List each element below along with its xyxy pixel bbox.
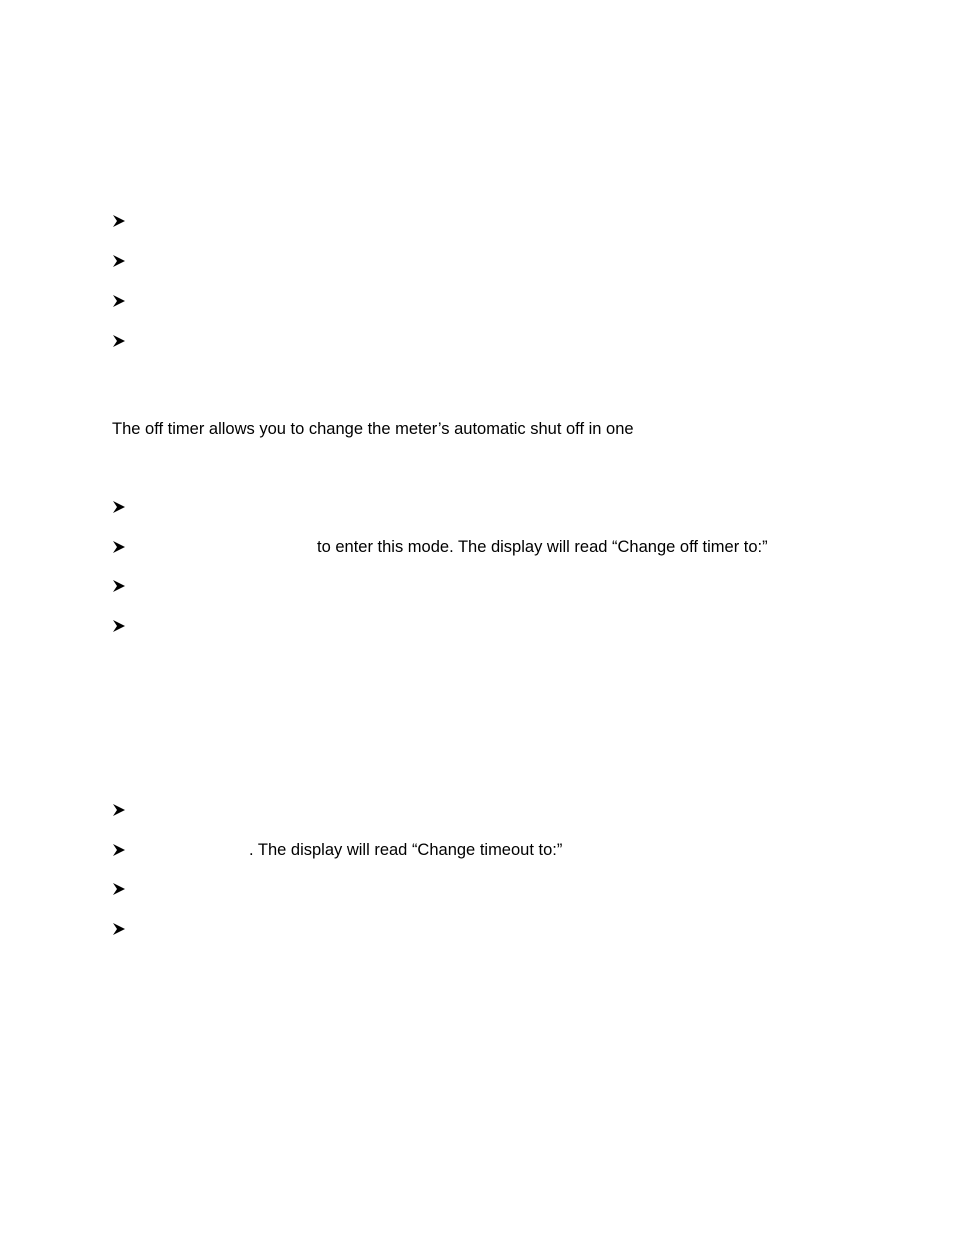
- bullet-text-2-2: to enter this mode. The display will read “Change off timer to:”: [317, 538, 768, 556]
- arrowhead-bullet-icon: [112, 334, 126, 348]
- arrowhead-bullet-icon: [112, 294, 126, 308]
- arrowhead-bullet-icon: [112, 254, 126, 268]
- arrowhead-bullet-icon: [112, 619, 126, 633]
- off-timer-intro-paragraph: The off timer allows you to change the meter’s automatic shut off in one: [112, 420, 634, 438]
- arrowhead-bullet-icon: [112, 579, 126, 593]
- arrowhead-bullet-icon: [112, 922, 126, 936]
- bullet-text-3-2: . The display will read “Change timeout to:”: [249, 841, 563, 859]
- arrowhead-bullet-icon: [112, 214, 126, 228]
- arrowhead-bullet-icon: [112, 500, 126, 514]
- arrowhead-bullet-icon: [112, 803, 126, 817]
- arrowhead-bullet-icon: [112, 540, 126, 554]
- arrowhead-bullet-icon: [112, 843, 126, 857]
- arrowhead-bullet-icon: [112, 882, 126, 896]
